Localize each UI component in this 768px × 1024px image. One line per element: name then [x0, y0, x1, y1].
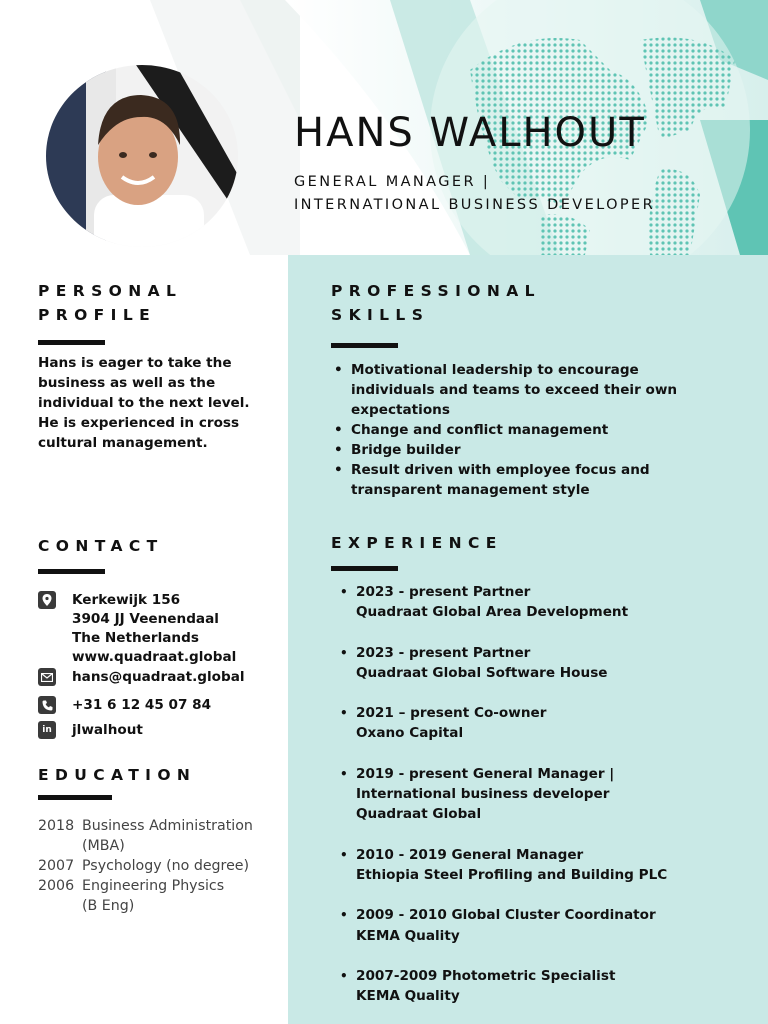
list-item: • 2009 - 2010 Global Cluster Coordinator KEMA Quality: [340, 905, 750, 946]
linkedin-link[interactable]: jlwalhout: [72, 722, 143, 738]
contact-phone: [38, 696, 211, 715]
contact-address: Kerkewijk 156 3904 JJ Veenendaal The Netherlands www.quadraat.global: [38, 591, 236, 667]
skills-list: [331, 360, 731, 500]
education-heading: EDUCATION: [38, 766, 197, 784]
list-item: • Motivational leadership to encourage individuals and teams to exceed their own expectations: [331, 360, 731, 420]
job-title-line: INTERNATIONAL BUSINESS DEVELOPER: [294, 197, 656, 213]
section-divider: [38, 569, 105, 574]
education-list: [38, 816, 286, 916]
section-divider: [38, 340, 105, 345]
phone-number[interactable]: +31 6 12 45 07 84: [72, 697, 212, 713]
list-item: (B Eng): [82, 898, 135, 914]
list-item: • Result driven with employee focus and transparent management style: [331, 460, 731, 500]
professional-skills-heading: PROFESSIONAL SKILLS: [331, 282, 541, 324]
list-item: 2007 Psychology (no degree): [38, 858, 250, 874]
list-item: • 2021 – present Co-owner Oxano Capital: [340, 703, 750, 744]
experience-heading: EXPERIENCE: [331, 534, 503, 552]
list-item: • 2023 - present Partner Quadraat Global Software House: [340, 643, 750, 684]
list-item: (MBA): [82, 838, 125, 854]
list-item: • Change and conflict management: [331, 420, 731, 440]
personal-profile-heading: PERSONAL PROFILE: [38, 282, 183, 324]
section-divider: [331, 343, 398, 348]
job-title: [294, 171, 655, 217]
location-icon: [38, 591, 56, 609]
list-item: • 2007-2009 Photometric Specialist KEMA Quality: [340, 966, 750, 1007]
contact-heading: CONTACT: [38, 537, 164, 555]
list-item: • 2010 - 2019 General Manager Ethiopia Steel Profiling and Building PLC: [340, 845, 750, 886]
email-icon: [38, 668, 56, 686]
section-divider: [331, 566, 398, 571]
contact-linkedin: [38, 721, 143, 740]
list-item: 2018 Business Administration: [38, 818, 253, 834]
list-item: • Bridge builder: [331, 440, 731, 460]
experience-list: [340, 582, 750, 1024]
person-name: HANS WALHOUT: [294, 110, 646, 156]
job-title-line: GENERAL MANAGER |: [294, 174, 491, 190]
list-item: • 2019 - present General Manager | International business developer Quadraat Global: [340, 764, 750, 825]
website-link[interactable]: www.quadraat.global: [72, 649, 237, 665]
linkedin-icon: in: [38, 721, 56, 739]
section-divider: [38, 795, 112, 800]
list-item: 2006 Engineering Physics: [38, 878, 225, 894]
profile-photo: [46, 65, 238, 247]
email-link[interactable]: hans@quadraat.global: [72, 669, 245, 685]
phone-icon: [38, 696, 56, 714]
profile-text: Hans is eager to take the business as well as the individual to the next level. He is experienced in cross cultural management.: [38, 355, 250, 451]
list-item: • 2023 - present Partner Quadraat Global Area Development: [340, 582, 750, 623]
contact-email: [38, 668, 245, 687]
